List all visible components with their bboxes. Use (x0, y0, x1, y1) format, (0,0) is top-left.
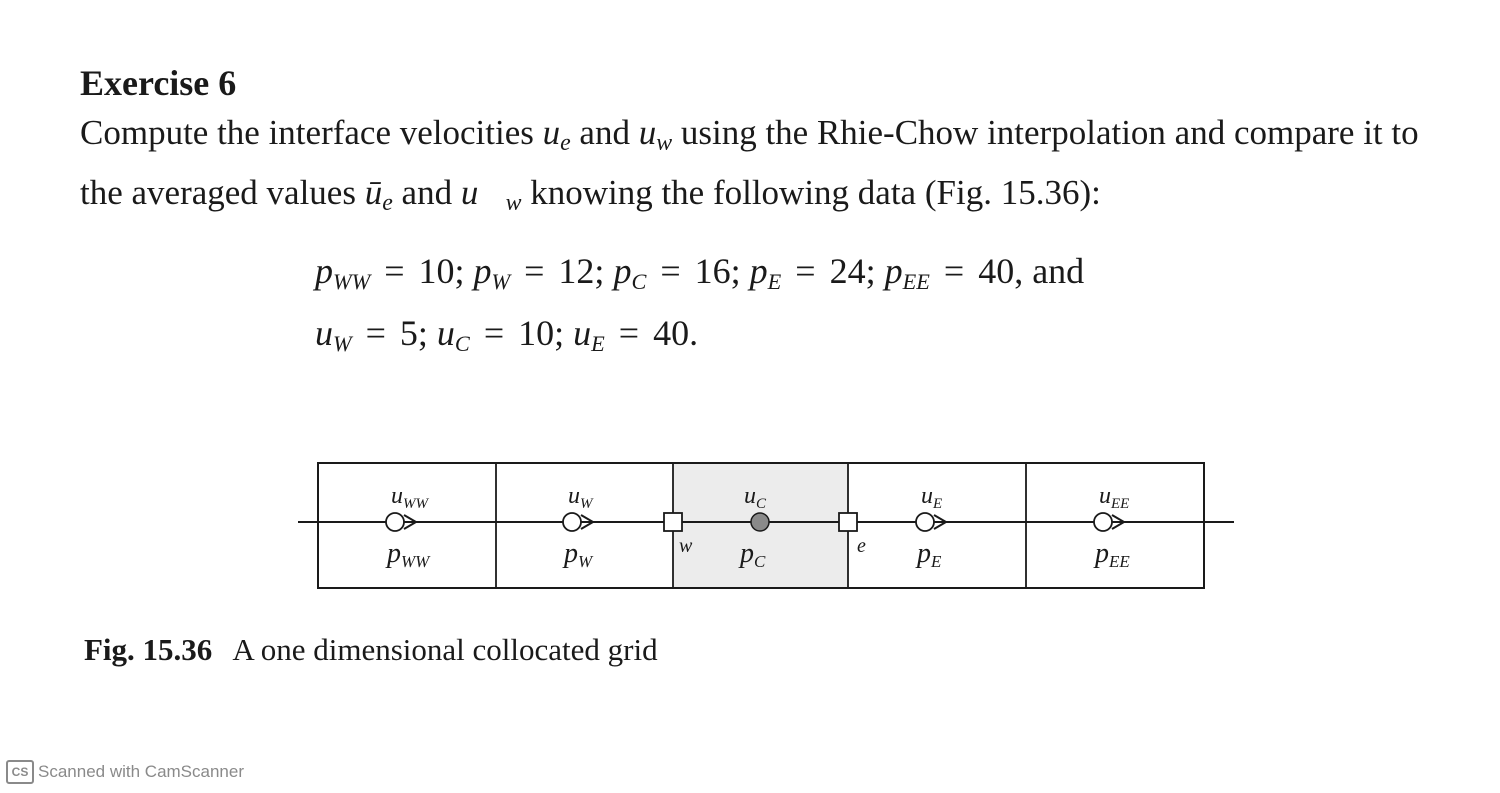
label-p-c: pC (740, 538, 766, 571)
pressure-term-ee: pEE = 40 (884, 251, 1015, 295)
node-ee-open (1094, 513, 1112, 531)
label-p-ee: pEE (1095, 538, 1130, 571)
var-u-w: u (638, 113, 657, 152)
face-node-e (839, 513, 857, 531)
pressure-tail: , and (1014, 251, 1085, 291)
label-u-w: $u_W$ (568, 483, 593, 512)
sub-w-2: w (505, 189, 522, 216)
label-p-e: pE (917, 538, 942, 571)
statement-text-3: knowing the following data (Fig. 15.36): (521, 172, 1101, 212)
pressure-term-e: pE = 24 (749, 251, 866, 295)
face-label-e: e (857, 535, 866, 557)
label-u-ww: $u_{WW}$ (391, 483, 428, 512)
collocated-grid-figure (296, 460, 1238, 592)
pressure-term-ww: pWW = 10 (315, 251, 455, 295)
var-uvec-w: u⃗ (460, 172, 506, 212)
sub-e-2: e (382, 189, 393, 216)
label-u-ee: $u_{EE}$ (1099, 483, 1130, 512)
velocity-term-w: uW = 5 (315, 313, 418, 357)
label-p-w: pW (564, 538, 593, 571)
node-e-open (916, 513, 934, 531)
velocity-term-c: uC = 10 (436, 313, 555, 357)
statement-text-2: using the Rhie-Chow interpolation and compare it to the averaged values (80, 113, 1419, 212)
pressure-term-c: pC = 16 (613, 251, 731, 295)
label-u-c: $u_C$ (744, 483, 767, 512)
scanner-watermark (6, 760, 244, 784)
velocity-term-e: uE = 40 (573, 313, 690, 357)
sub-w: w (656, 129, 673, 156)
figure-caption (84, 632, 658, 668)
node-c-filled (751, 513, 769, 531)
grid-diagram (296, 460, 1238, 592)
sub-e: e (560, 129, 571, 156)
label-p-ww: pWW (387, 538, 430, 571)
caption-figure-number: Fig. 15.36 (84, 632, 213, 667)
and-text-1: and (570, 113, 639, 152)
caption-text: A one dimensional collocated grid (232, 632, 658, 667)
label-u-e: $u_E$ (921, 483, 943, 512)
watermark-text: Scanned with CamScanner (38, 762, 245, 781)
face-label-w: w (679, 535, 693, 557)
var-u-e: u (542, 113, 561, 152)
exercise-title: Exercise 6 (80, 63, 237, 103)
camscanner-logo: CS (6, 760, 34, 784)
velocity-tail: . (689, 313, 699, 353)
statement-text-1: Compute the interface velocities (80, 113, 543, 152)
node-ww-open (386, 513, 404, 531)
equation-line-velocities: uW = 5; uC = 10; uE = 40. (315, 313, 699, 357)
var-ubar-e: ū (364, 172, 383, 212)
problem-statement (80, 108, 1450, 228)
pressure-term-w: pW = 12 (473, 251, 595, 295)
face-node-w (664, 513, 682, 531)
and-text-2: and (392, 172, 461, 212)
equation-line-pressures: pWW = 10; pW = 12; pC = 16; pE = 24; pEE = 40, and (315, 251, 1085, 295)
node-w-open (563, 513, 581, 531)
